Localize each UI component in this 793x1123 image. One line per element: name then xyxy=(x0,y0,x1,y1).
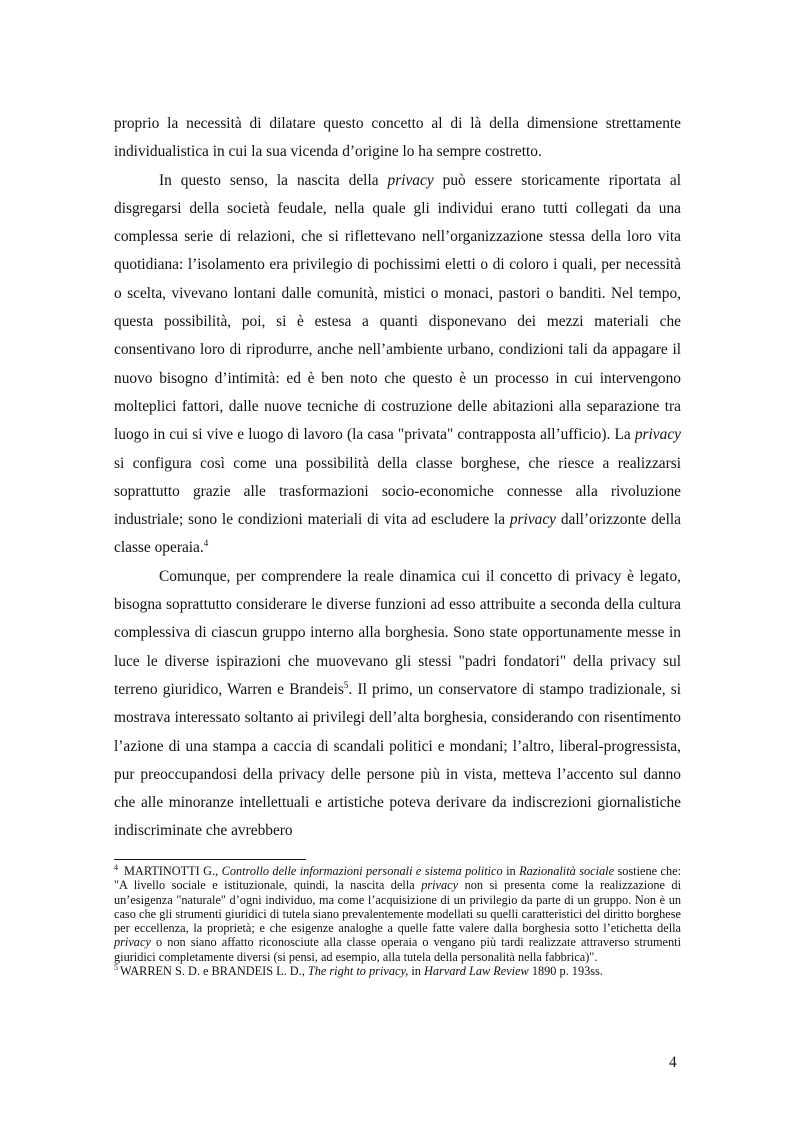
text-run: proprio la necessità di dilatare questo concetto al di là della dimensione strettamente individualistica in cui la sua vicenda d’origine lo ha sempre costretto. xyxy=(114,115,681,161)
footnote-reference: 4 xyxy=(203,538,209,549)
text-run: sostiene che: "A livello sociale e istituzionale, quindi, la nascita della xyxy=(114,864,681,893)
text-run: può essere storicamente riportata al disgregarsi della società feudale, nella quale gli individui erano tutti collegati da una complessa serie di relazioni, che si riflettevano nell’organizzazione stessa della loro vita quotidiana: l’isolamento era privilegio di pochissimi eletti o di coloro i quali, per necessità o scelta, vivevano lontani dalle comunità, mistici o monaci, pastori o banditi. Nel tempo, questa possibilità, poi, si è estesa a quanti disponevano dei mezzi materiali che consentivano loro di riprodurre, anche nell’ambiente urbano, condizioni tali da appagare il nuovo bisogno d’intimità: ed è ben noto che questo è un processo in cui intervengono molteplici fattori, dalle nuove tecniche di costruzione delle abitazioni alla separazione tra luogo in cui si vive e luogo di lavoro (la casa "privata" contrapposta all’ufficio). La xyxy=(114,171,681,444)
footnote-4 xyxy=(114,864,681,964)
text-run: Comunque, per comprendere la reale dinamica cui il concetto di privacy è legato, bisogna soprattutto considerare le diverse funzioni ad esso attribuite a seconda della cultura complessiva di ciascun gruppo interno alla borghesia. Sono state opportunamente messe in luce le diverse ispirazioni che muovevano gli stessi "padri fondatori" della privacy sul terreno giuridico, Warren e Brandeis xyxy=(114,567,681,698)
italic-text: Controllo delle informazioni personali e sistema politico xyxy=(221,864,503,878)
footnote-mark: 4 xyxy=(114,863,118,872)
italic-text: privacy xyxy=(634,426,681,444)
paragraph xyxy=(114,167,681,563)
italic-text: privacy xyxy=(509,511,557,529)
text-run: 1890 p. 193ss. xyxy=(528,964,603,979)
page-number: 4 xyxy=(669,1054,677,1071)
text-run: o non siano affatto riconosciute alla classe operaia o vengano più tardi realizzate attraverso strumenti giuridici completamente diversi (si pensi, ad esempio, alla tutela della personalità nella fabbrica)". xyxy=(114,935,681,964)
footnote-reference: 5 xyxy=(343,679,349,690)
italic-text: Harvard Law Review xyxy=(424,964,529,979)
text-run: dall’orizzonte della classe operaia. xyxy=(114,511,681,557)
footnotes xyxy=(114,864,681,978)
body-text xyxy=(114,110,681,846)
italic-text: privacy xyxy=(387,171,434,189)
paragraph xyxy=(114,110,681,167)
italic-text: The right to privacy, xyxy=(307,964,409,979)
text-run: si configura così come una possibilità della classe borghese, che riesce a realizzarsi soprattutto grazie alle trasformazioni socio-economiche connesse alla rivoluzione industriale; sono le condizioni materiali di vita ad escludere la xyxy=(114,454,681,529)
text-run: in xyxy=(408,964,425,979)
footnote-separator xyxy=(114,859,306,860)
paragraph xyxy=(114,563,681,846)
footnote-mark: 5 xyxy=(114,963,118,973)
text-run: MARTINOTTI G., xyxy=(124,864,222,878)
text-run: WARREN S. D. e BRANDEIS L. D., xyxy=(120,964,308,979)
italic-text: privacy xyxy=(421,878,459,893)
text-run: non si presenta come la realizzazione di un’esigenza "naturale" d’ogni individuo, ma come l’acquisizione di un privilegio da parte di un gruppo. Non è un caso che gli strumenti giuridici di tutela siano prevalentemente modellati su quelli caratteristici del diritto borghese per eccellenza, la proprietà; e che esigenze analoghe a quelle fatte valere dalla borghesia sotto l’etichetta della xyxy=(114,878,681,936)
footnote-5 xyxy=(114,964,681,978)
text-run: In questo senso, la nascita della xyxy=(159,171,388,189)
italic-text: Razionalità sociale xyxy=(519,864,615,878)
text-run: . Il primo, un conservatore di stampo tradizionale, si mostrava interessato soltanto ai privilegi dell’alta borghesia, considerando con risentimento l’azione di una stampa a caccia di scandali politici e mondani; l’altro, liberal-progressista, pur preoccupandosi della privacy delle persone più in vista, metteva l’accento sul danno che alle minoranze intellettuali e artistiche poteva derivare da indiscrezioni giornalistiche indiscriminate che avrebbero xyxy=(114,680,681,840)
italic-text: privacy xyxy=(114,935,151,950)
text-run: in xyxy=(502,864,520,878)
